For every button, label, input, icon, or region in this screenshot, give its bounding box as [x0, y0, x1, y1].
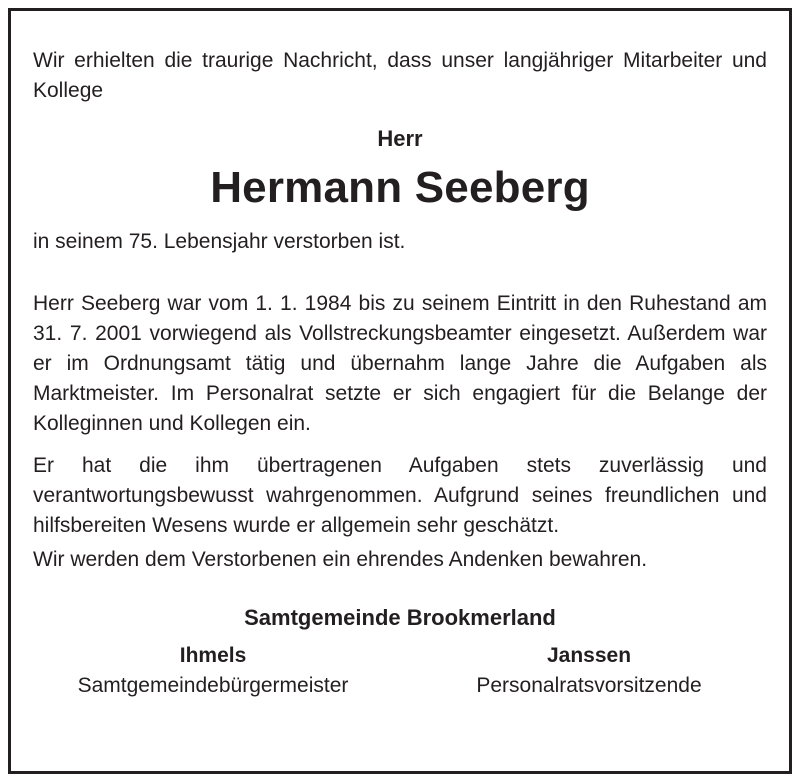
signer-ihmels	[23, 641, 403, 701]
signer-name: Janssen	[546, 644, 632, 667]
remembrance-paragraph: Wir werden dem Verstorbenen ein ehrendes Andenken bewahren.	[33, 548, 648, 571]
signer-janssen	[409, 641, 769, 701]
signer-role: Personalratsvorsitzende	[476, 674, 702, 697]
signer-role: Samtgemeindebürgermeister	[77, 674, 349, 697]
death-statement: in seinem 75. Lebensjahr verstorben ist.	[33, 230, 406, 253]
obituary-notice	[33, 46, 767, 705]
organization-name: Samtgemeinde Brookmerland	[244, 605, 556, 630]
intro-text: Wir erhielten die traurige Nachricht, dass unser langjähriger Mitarbeiter und Kollege	[33, 49, 767, 102]
deceased-name: Hermann Seeberg	[210, 163, 590, 212]
tribute-paragraph: Er hat die ihm übertragenen Aufgaben stets zuverlässig und verantwortungsbewusst wahrgenommen. Aufgrund seines freundlichen und hilfsbereiten Wesens wurde er allgemein sehr geschätzt.	[33, 454, 767, 537]
salutation: Herr	[377, 126, 423, 151]
signatures	[33, 641, 767, 705]
signer-name: Ihmels	[179, 644, 247, 667]
career-paragraph: Herr Seeberg war vom 1. 1. 1984 bis zu seinem Eintritt in den Ruhestand am 31. 7. 2001 vorwiegend als Vollstreckungsbeamter eingesetzt. Außerdem war er im Ordnungsamt tätig und übernahm lange Jahre die Aufgaben als Marktmeister. Im Personalrat setzte er sich engagiert für die Belange der Kolleginnen und Kollegen ein.	[33, 292, 767, 435]
